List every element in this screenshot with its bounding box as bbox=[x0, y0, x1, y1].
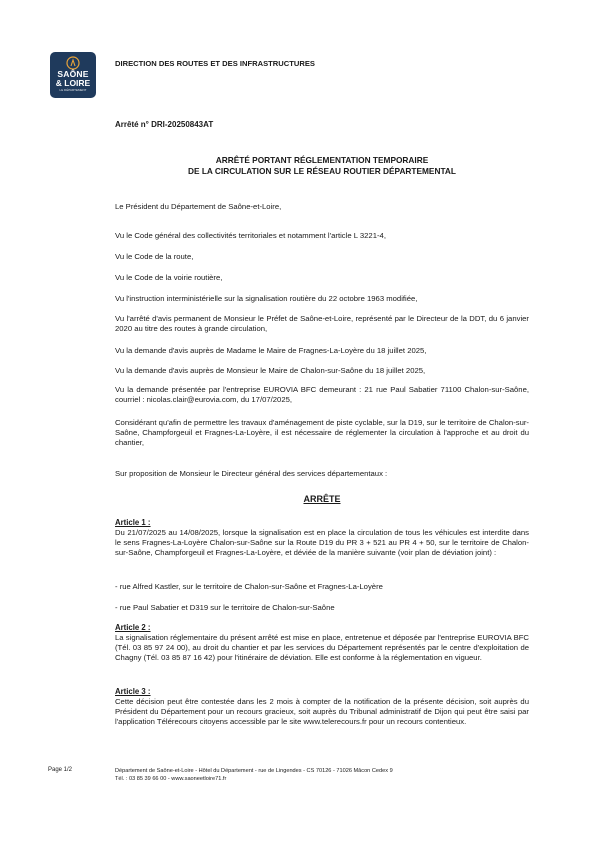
article-2-text: La signalisation réglementaire du présent arrêté est mise en place, entretenue et déposée par l'entreprise EUROVIA BFC (Tél. 03 85 97 24 00), au droit du chantier et par les services du Département représentés par le centre d'exploitation de Chagny (Tél. 03 85 87 16 42) pour l'itinéraire de déviation. Elle est conforme à la réglementation en vigueur. bbox=[115, 633, 529, 662]
president-line: Le Président du Département de Saône-et-Loire, bbox=[115, 202, 282, 211]
vu-code-route: Vu le Code de la route, bbox=[115, 252, 194, 261]
article-1-text: Du 21/07/2025 au 14/08/2025, lorsque la signalisation est en place la circulation de tous les véhicules est interdite dans le sens Fragnes-La-Loyère Chalon-sur-Saône sur la Route D19 du PR 3 + 521 au PR 4 + 50, sur le territoire de Chalon-sur-Saône, Champforgeuil et Fragnes-La-Loyère, et déviée de la manière suivante (voir plan de déviation joint) : bbox=[115, 528, 529, 557]
vu-avis-fragnes: Vu la demande d'avis auprès de Madame le Maire de Fragnes-La-Loyère du 18 juillet 2025, bbox=[115, 346, 427, 355]
vu-cgct: Vu le Code général des collectivités territoriales et notamment l'article L 3221-4, bbox=[115, 231, 386, 240]
vu-arrete-prefet: Vu l'arrêté d'avis permanent de Monsieur le Préfet de Saône-et-Loire, représenté par le Directeur de la DDT, du 6 janvier 2020 au titre des routes à grande circulation, bbox=[115, 314, 529, 333]
vu-avis-chalon: Vu la demande d'avis auprès de Monsieur le Maire de Chalon-sur-Saône du 18 juillet 2025, bbox=[115, 366, 426, 375]
logo-text-loire: & LOIRE bbox=[55, 78, 91, 88]
vu-instruction: Vu l'instruction interministérielle sur la signalisation routière du 22 octobre 1963 modifiée, bbox=[115, 294, 418, 303]
direction-heading: DIRECTION DES ROUTES ET DES INFRASTRUCTURES bbox=[115, 59, 315, 68]
emblem-icon bbox=[66, 56, 80, 70]
article-1-deviation-1: - rue Alfred Kastler, sur le territoire de Chalon-sur-Saône et Fragnes-La-Loyère bbox=[115, 582, 383, 591]
logo-text-departement: LE DÉPARTEMENT bbox=[59, 88, 87, 92]
arrete-number: Arrêté n° DRI-20250843AT bbox=[115, 120, 214, 129]
article-1-title: Article 1 : bbox=[115, 518, 151, 527]
footer-line-contact: Tél. : 03 85 39 66 00 - www.saoneetloire71.fr bbox=[115, 776, 227, 782]
vu-demande-eurovia: Vu la demande présentée par l'entreprise EUROVIA BFC demeurant : 21 rue Paul Sabatier 71100 Chalon-sur-Saône, courriel : nicolas.clair@eurovia.com, du 17/07/2025, bbox=[115, 385, 529, 404]
considerant-paragraph: Considérant qu'afin de permettre les travaux d'aménagement de piste cyclable, sur la D19, sur le territoire de Chalon-sur-Saône, Champforgeuil et Fragnes-La-Loyère, il est nécessaire de réglementer la circulation à l'approche et au droit du chantier, bbox=[115, 418, 529, 447]
footer-address bbox=[115, 767, 529, 783]
department-logo bbox=[50, 52, 96, 98]
vu-code-voirie: Vu le Code de la voirie routière, bbox=[115, 273, 223, 282]
document-title-line2: DE LA CIRCULATION SUR LE RÉSEAU ROUTIER DÉPARTEMENTAL bbox=[188, 166, 456, 176]
article-2-title: Article 2 : bbox=[115, 623, 151, 632]
arrete-heading: ARRÊTE bbox=[303, 494, 341, 504]
page-number: Page 1/2 bbox=[48, 767, 73, 773]
article-3-text: Cette décision peut être contestée dans les 2 mois à compter de la notification de la présente décision, soit auprès du Président du Département pour un recours gracieux, soit auprès du Tribunal administratif de Dijon qui peut être saisi par l'application Télérecours citoyens accessible par le site www.telerecours.fr pour un recours contentieux. bbox=[115, 697, 529, 726]
article-1-deviation-2: - rue Paul Sabatier et D319 sur le territoire de Chalon-sur-Saône bbox=[115, 603, 335, 612]
logo-text-saone: SAÔNE bbox=[57, 69, 89, 79]
document-title-line1: ARRÊTÉ PORTANT RÉGLEMENTATION TEMPORAIRE bbox=[215, 155, 429, 165]
article-3-title: Article 3 : bbox=[115, 687, 151, 696]
footer-line-address: Département de Saône-et-Loire - Hôtel du Département - rue de Lingendes - CS 70126 - 71026 Mâcon Cedex 9 bbox=[115, 768, 393, 774]
proposition-line: Sur proposition de Monsieur le Directeur général des services départementaux : bbox=[115, 469, 388, 478]
